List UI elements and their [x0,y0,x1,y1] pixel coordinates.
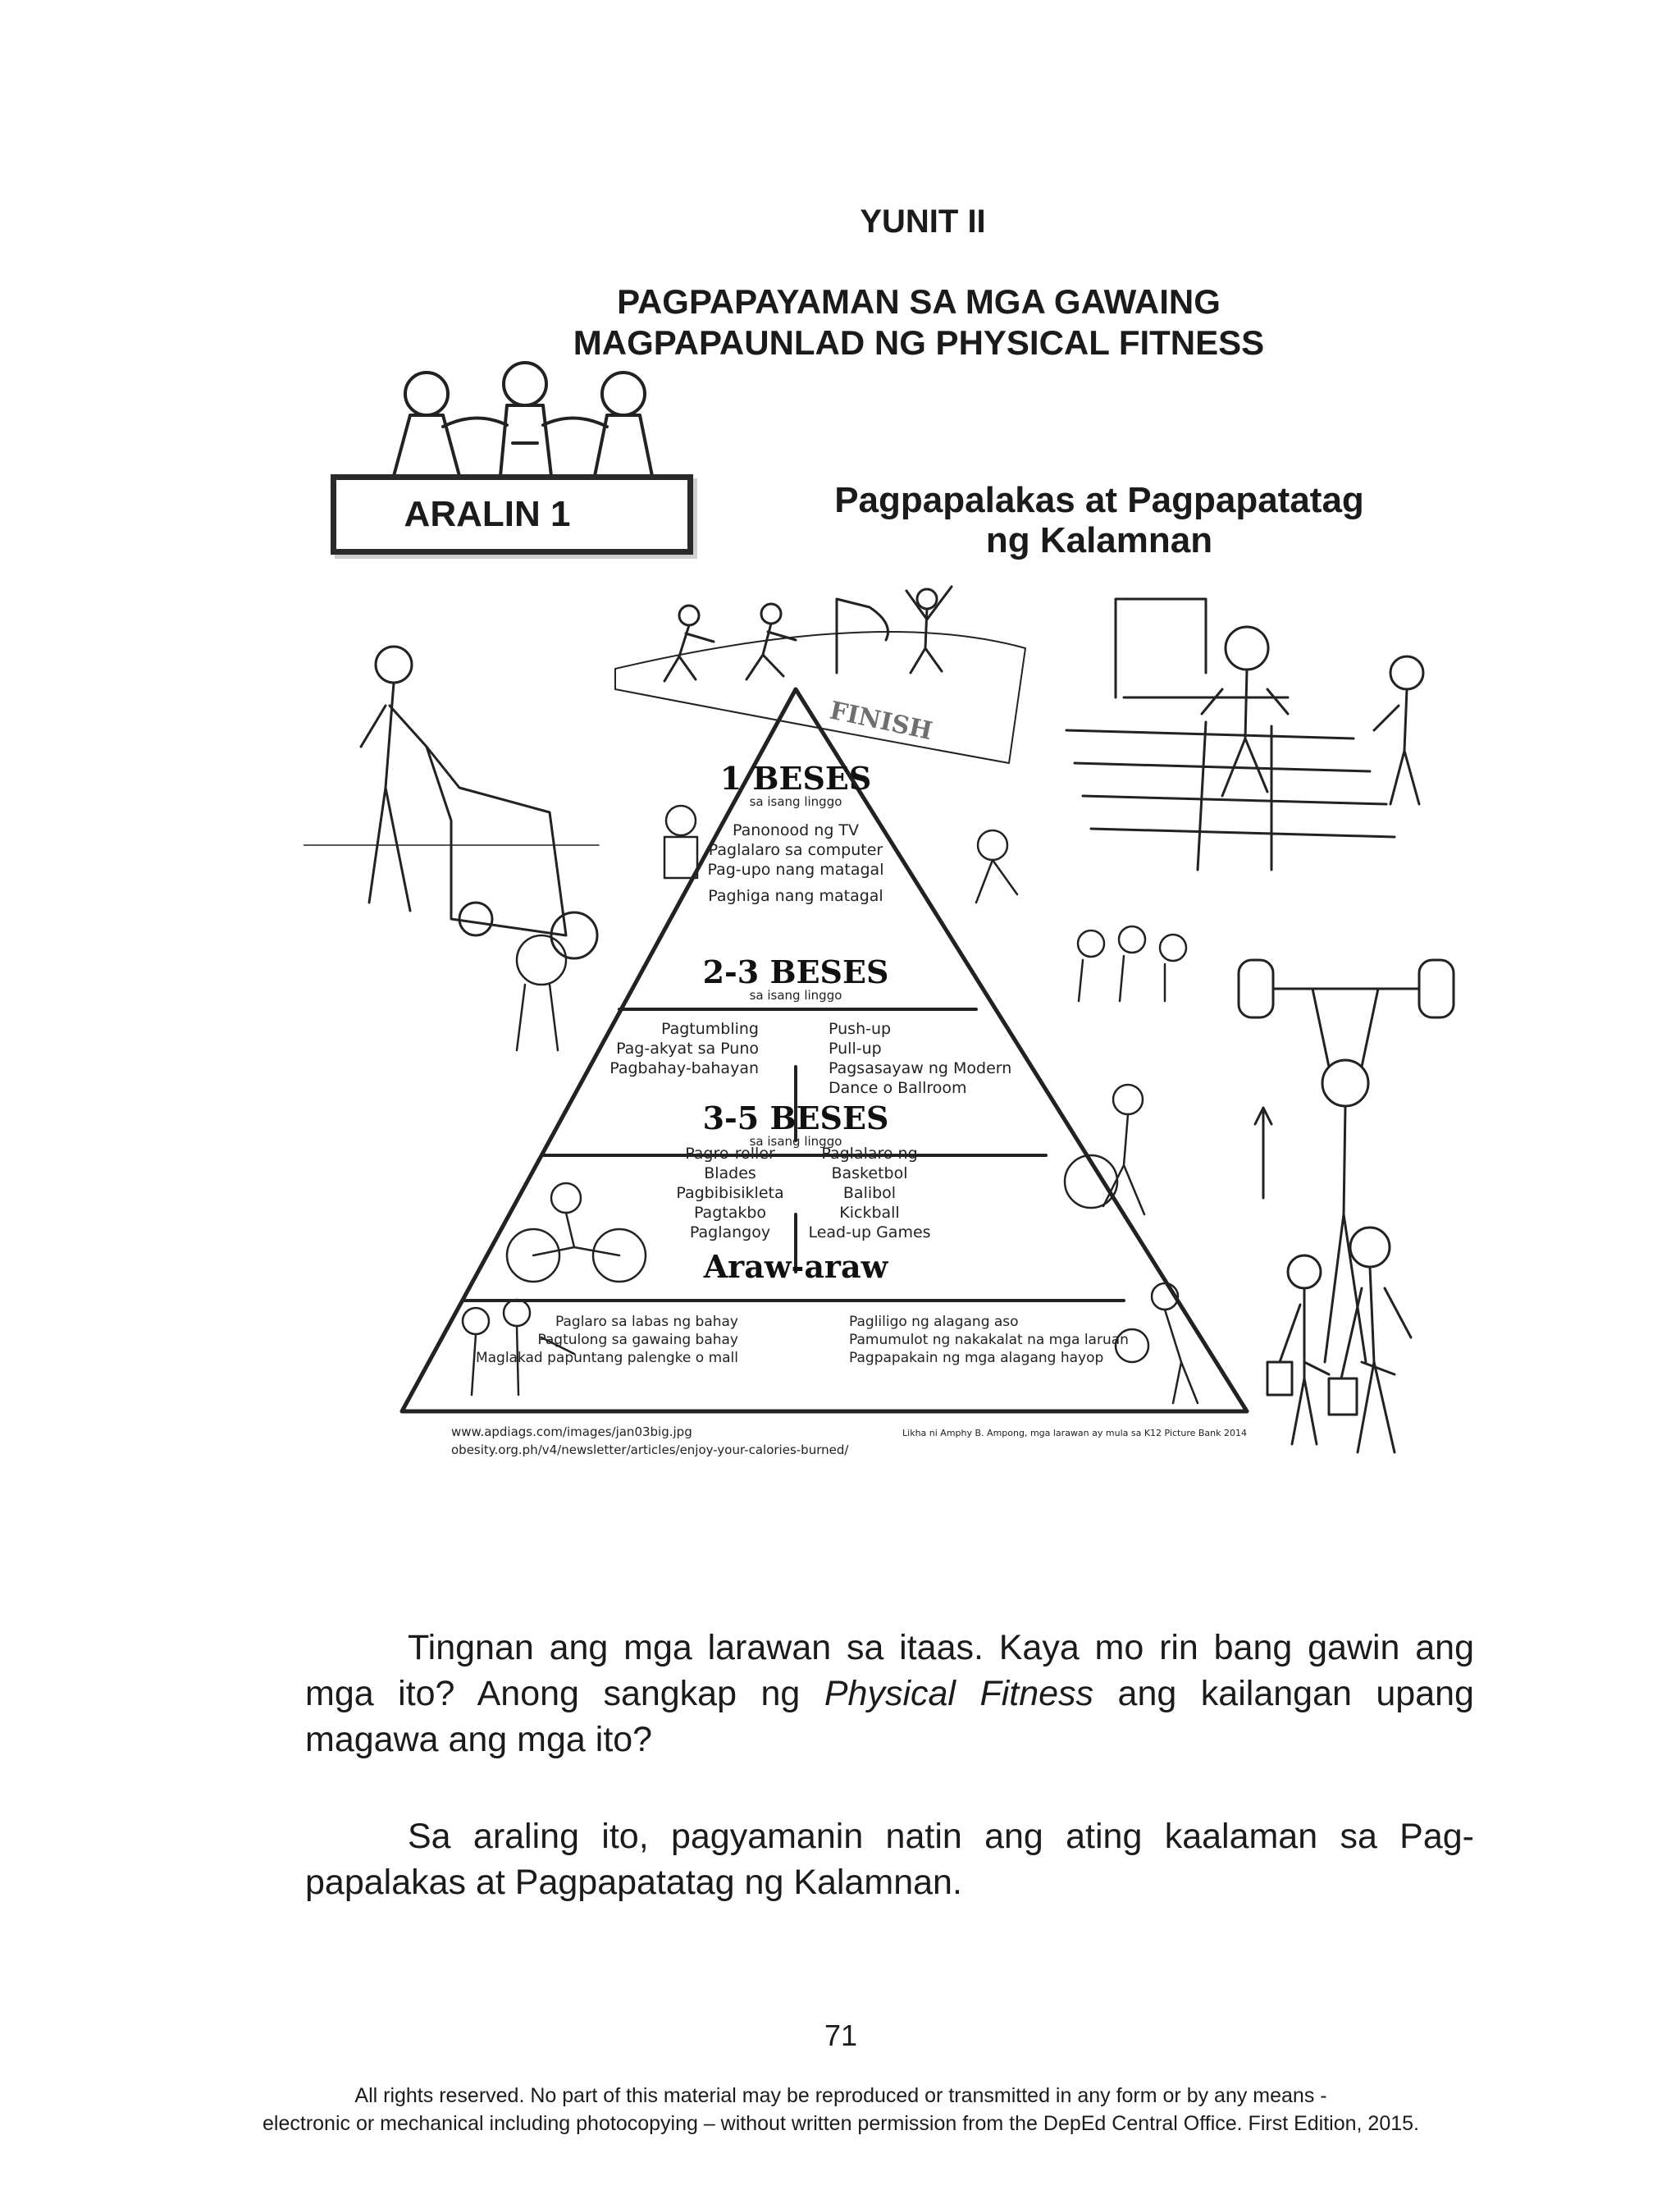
level1-item: Pag-upo nang matagal [707,861,884,879]
level1-frequency: 1 BESES [719,760,872,797]
level2-right-item: Pull-up [829,1040,882,1058]
paragraph-1 [305,1625,1474,1763]
paragraph-1-text-b: ang kailangan upang magawa ang mga ito? [305,1674,1474,1759]
level1-item: Paghiga nang matagal [708,887,883,905]
level3-right-item: Basketbol [831,1164,908,1182]
level2-left-item: Pagbahay-bahayan [609,1059,759,1077]
lesson-label: ARALIN 1 [404,494,571,534]
level4-frequency: Araw-araw [703,1248,888,1285]
level3-right-item: Kickball [839,1204,900,1222]
finish-text: FINISH [827,696,935,747]
unit-title-line2: MAGPAPAUNLAD NG PHYSICAL FITNESS [573,323,1265,362]
runners-finish-line-drawing [615,587,1025,763]
pyramid-level-1 [708,760,884,905]
lesson-label-box [331,474,693,555]
level3-frequency: 3-5 BESES [702,1100,889,1136]
level2-frequency: 2-3 BESES [702,953,889,990]
page-number: 71 [824,2019,858,2052]
level3-left-item: Pagtakbo [693,1204,767,1222]
children-carrying-buckets-drawing [1267,1228,1411,1452]
level2-note: sa isang linggo [749,988,842,1003]
level3-left-item: Pagro-roller [685,1145,775,1163]
unit-title-line1: PAGPAPAYAMAN SA MGA GAWAING [617,282,1221,321]
level2-left-item: Pag-akyat sa Puno [616,1040,759,1058]
level3-left-item: Blades [704,1164,756,1182]
level4-left-item: Paglaro sa labas ng bahay [555,1314,738,1330]
source-left-1: www.apdiags.com/images/jan03big.jpg [451,1424,692,1439]
pyramid-level-2 [609,953,1011,1097]
paragraph-1-text-a: Tingnan ang mga larawan sa itaas. Kaya mo rin bang gawin ang mga ito? Anong sangkap ng [305,1628,1474,1713]
level4-right-item: Pagliligo ng alagang aso [849,1314,1019,1330]
level3-right-item: Paglalaro ng [821,1145,918,1163]
level3-right-item: Lead-up Games [808,1223,931,1241]
level1-item: Panonood ng TV [732,821,860,839]
level1-item: Paglalaro sa computer [708,841,883,859]
lesson-title-line1: Pagpapalakas at Pagpapatatag [834,480,1364,520]
level4-left-item: Maglakad papuntang palengke o mall [475,1350,738,1366]
activity-pyramid-illustration [304,574,1477,1592]
level3-left-item: Paglangoy [689,1223,771,1241]
paragraph-2 [305,1813,1474,1905]
level3-right-item: Balibol [842,1184,897,1202]
paragraph-1-emphasis: Physical Fitness [824,1674,1094,1713]
level3-left-item: Pagbibisikleta [676,1184,784,1202]
level4-left-item: Pagtulong sa gawaing bahay [537,1332,738,1348]
level2-right-item: Pagsasayaw ng Modern [829,1059,1012,1077]
boy-pushing-cart-drawing [304,647,599,958]
level2-left-item: Pagtumbling [660,1020,759,1038]
copyright-line1: All rights reserved. No part of this material may be reproduced or transmitted in any form or by any means - [354,2084,1327,2107]
source-right: Likha ni Amphy B. Ampong, mga larawan ay mula sa K12 Picture Bank 2014 [902,1428,1247,1438]
lesson-title-line2: ng Kalamnan [985,520,1213,560]
level2-right-item: Dance o Ballroom [829,1079,967,1097]
children-playing-court-drawing [1066,599,1423,870]
pyramid-level-4 [476,1248,1129,1366]
level1-note: sa isang linggo [749,794,842,809]
man-lifting-barbell-drawing [1239,960,1454,1374]
level3-note: sa isang linggo [749,1134,842,1149]
source-left-2: obesity.org.ph/v4/newsletter/articles/enjoy-your-calories-burned/ [451,1442,849,1457]
pyramid-level-3 [676,1100,930,1241]
level2-right-item: Push-up [829,1020,892,1038]
unit-heading: YUNIT II [860,203,986,240]
paragraph-2-text: Sa araling ito, pagyamanin natin ang ating kaalaman sa Pag-papalakas at Pagpapatatag ng Kalamnan. [305,1817,1474,1902]
level4-right-item: Pagpapakain ng mga alagang hayop [849,1350,1104,1366]
level4-right-item: Pamumulot ng nakakalat na mga laruan [849,1332,1129,1348]
children-holding-hands-illustration [361,361,689,484]
copyright-line2: electronic or mechanical including photocopying – without written permission from the DepEd Central Office. First Edition, 2015. [262,2112,1419,2135]
